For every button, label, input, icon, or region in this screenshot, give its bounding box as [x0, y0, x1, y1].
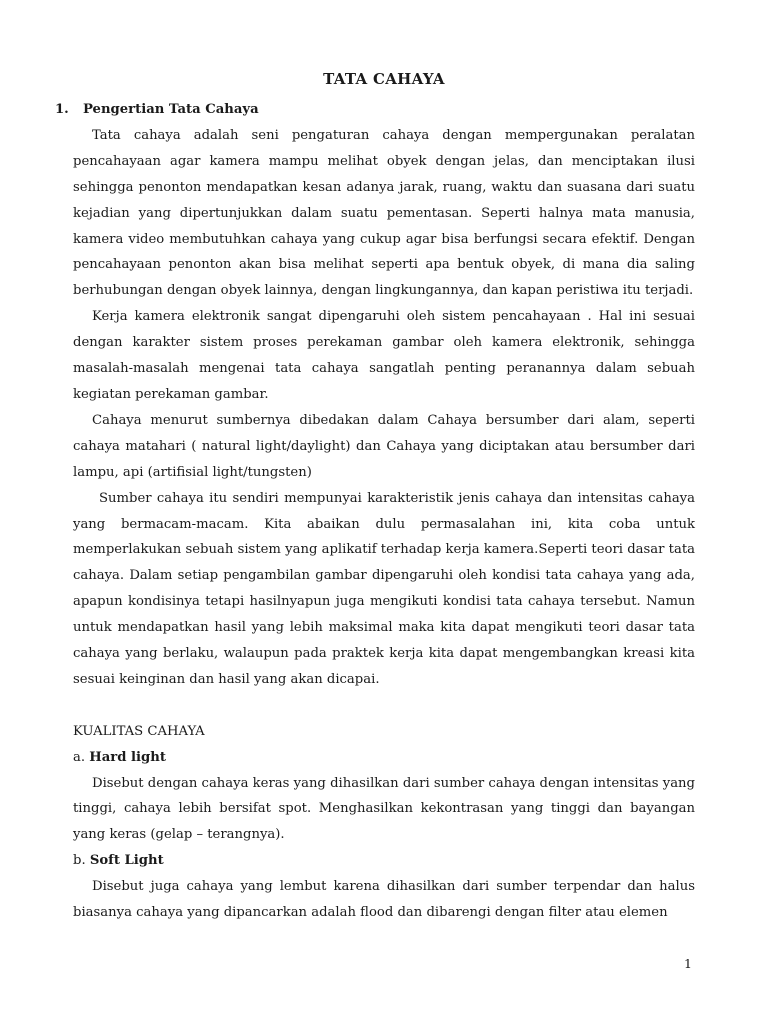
document-body [55, 97, 695, 926]
paragraph: Disebut dengan cahaya keras yang dihasilkan dari sumber cahaya dengan intensitas yang tinggi, cahaya lebih bersifat spot. Menghasilkan kekontrasan yang tinggi dan bayangan yang keras (gelap – terangnya). [73, 775, 695, 843]
item-name: Soft Light [89, 853, 164, 869]
item-label: b. [73, 853, 86, 869]
section-1-title: Pengertian Tata Cahaya [83, 102, 259, 117]
item-name: Hard light [89, 749, 166, 765]
section-1-heading [55, 97, 695, 123]
document-title: TATA CAHAYA [323, 70, 445, 88]
subheading-hard-light [73, 745, 695, 771]
page-number: 1 [684, 956, 692, 971]
section-1-number: 1. [55, 102, 69, 117]
item-label: a. [73, 749, 86, 765]
paragraph: Sumber cahaya itu sendiri mempunyai karakteristik jenis cahaya dan intensitas cahaya yang bermacam-macam. Kita abaikan dulu permasalahan ini, kita coba untuk memperlakukan sebuah sistem yang aplikatif terhadap kerja kamera.Seperti teori dasar tata cahaya. Dalam setiap pengambilan gambar dipengaruhi oleh kondisi tata cahaya yang ada, apapun kondisinya tetapi hasilnyapun juga mengikuti kondisi tata cahaya tersebut. Namun untuk mendapatkan hasil yang lebih maksimal maka kita dapat mengikuti teori dasar tata cahaya yang berlaku, walaupun pada praktek kerja kita dapat mengembangkan kreasi kita sesuai keinginan dan hasil yang akan dicapai. [73, 490, 695, 687]
paragraph: Tata cahaya adalah seni pengaturan cahaya dengan mempergunakan peralatan pencahayaan agar kamera mampu melihat obyek dengan jelas, dan menciptakan ilusi sehingga penonton mendapatkan kesan adanya jarak, ruang, waktu dan suasana dari suatu kejadian yang dipertunjukkan dalam suatu pementasan. Seperti halnya mata manusia, kamera video membutuhkan cahaya yang cukup agar bisa berfungsi secara efektif. Dengan pencahayaan penonton akan bisa melihat seperti apa bentuk obyek, di mana dia saling berhubungan dengan obyek lainnya, dengan lingkungannya, dan kapan peristiwa itu terjadi. [73, 127, 695, 299]
paragraph: Cahaya menurut sumbernya dibedakan dalam Cahaya bersumber dari alam, seperti cahaya matahari ( natural light/daylight) dan Cahaya yang diciptakan atau bersumber dari lampu, api (artifisial light/tungsten) [73, 412, 695, 480]
spacer [73, 693, 695, 719]
subheading-soft-light [73, 848, 695, 874]
section-2-heading: KUALITAS CAHAYA [73, 723, 205, 739]
paragraph: Disebut juga cahaya yang lembut karena dihasilkan dari sumber terpendar dan halus biasanya cahaya yang dipancarkan adalah flood dan dibarengi dengan filter atau elemen [73, 879, 695, 921]
paragraph: Kerja kamera elektronik sangat dipengaruhi oleh sistem pencahayaan . Hal ini sesuai dengan karakter sistem proses perekaman gambar oleh kamera elektronik, sehingga masalah-masalah mengenai tata cahaya sangatlah penting peranannya dalam sebuah kegiatan perekaman gambar. [73, 309, 695, 402]
